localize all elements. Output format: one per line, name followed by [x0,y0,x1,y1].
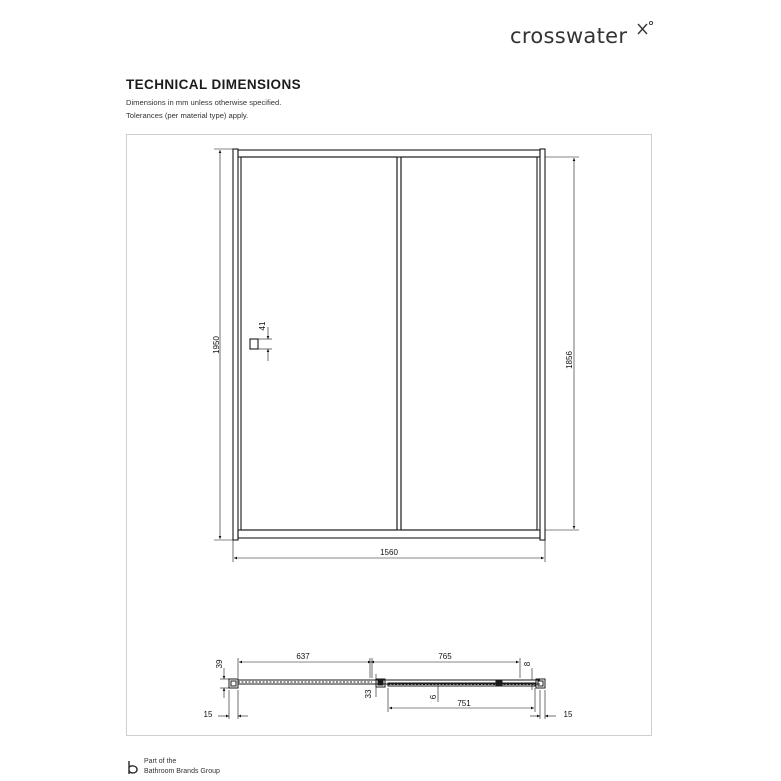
dim-label-6: 6 [429,694,438,700]
dim-label-1856: 1856 [565,351,574,369]
dim-label-33: 33 [364,689,373,699]
top-rail [238,150,540,157]
plan-view [229,679,545,688]
dim-1856 [545,157,579,530]
dim-637 [238,658,372,678]
right-wall-profile [540,149,545,540]
brand-logo: crosswater [510,24,628,48]
dim-label-41: 41 [258,321,267,331]
dim-label-39: 39 [215,659,224,669]
footer-line-1: Part of the [144,758,177,765]
front-elevation [233,149,545,540]
fixed-panel [241,157,397,530]
dim-765 [370,658,520,678]
dim-39 [220,668,229,698]
bottom-rail [238,530,540,538]
dim-15-right [530,690,556,719]
page-title: TECHNICAL DIMENSIONS [126,77,302,92]
left-wall-profile [233,149,238,540]
dim-label-1950: 1950 [212,336,221,354]
units-note: Dimensions in mm unless otherwise specified. [126,98,282,107]
dim-15-left [218,690,248,719]
dim-label-15-right: 15 [563,710,573,719]
dim-41 [258,327,272,361]
dim-label-765: 765 [438,652,452,661]
dim-label-15-left: 15 [203,710,213,719]
footer-line-2: Bathroom Brands Group [144,768,220,775]
left-wall-bracket [229,679,238,688]
bathroom-brands-b-icon [126,760,140,776]
dim-label-1560: 1560 [380,548,398,557]
dim-label-637: 637 [296,652,310,661]
tolerance-note: Tolerances (per material type) apply. [126,111,249,120]
sliding-door [401,157,537,530]
door-handle [250,339,258,349]
dim-label-8: 8 [523,661,532,667]
dim-label-751: 751 [457,699,471,708]
